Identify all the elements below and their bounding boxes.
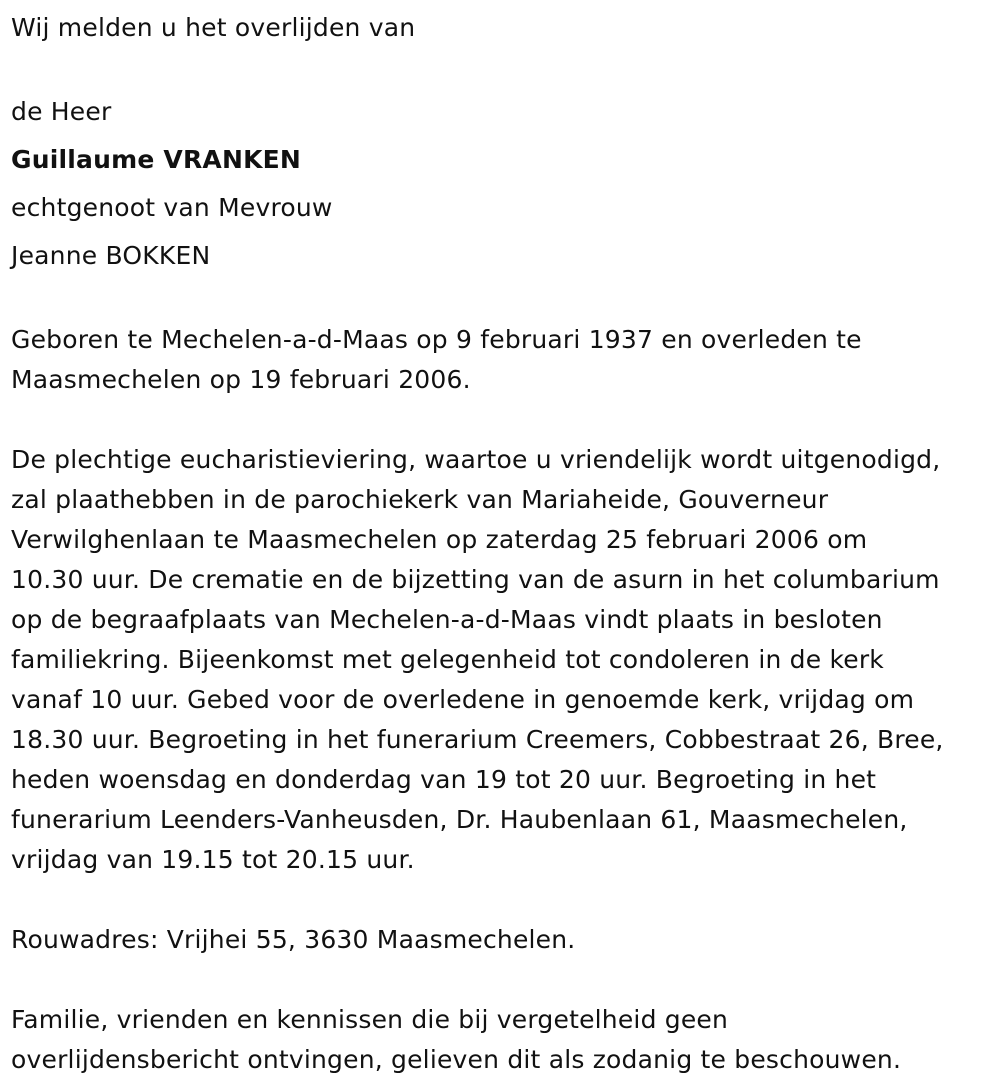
deceased-name: Guillaume VRANKEN	[11, 145, 302, 174]
paragraph-line: heden woensdag en donderdag van 19 tot 20 uur. Begroeting in het	[11, 765, 877, 794]
spacer	[11, 46, 991, 88]
ceremony-paragraph	[11, 440, 991, 880]
mourning-address: Rouwadres: Vrijhei 55, 3630 Maasmechelen.	[11, 925, 576, 954]
paragraph-line: vanaf 10 uur. Gebed voor de overledene in genoemde kerk, vrijdag om	[11, 685, 915, 714]
salutation: de Heer	[11, 97, 112, 126]
paragraph-line: Verwilghenlaan te Maasmechelen op zaterdag 25 februari 2006 om	[11, 525, 868, 554]
spouse-name: Jeanne BOKKEN	[11, 241, 211, 270]
spacer	[11, 960, 991, 1000]
paragraph-line: funerarium Leenders-Vanheusden, Dr. Haubenlaan 61, Maasmechelen,	[11, 805, 908, 834]
deceased-block	[11, 88, 991, 280]
closing-paragraph	[11, 1000, 991, 1080]
birth-death-paragraph	[11, 320, 991, 400]
paragraph-line: vrijdag van 19.15 tot 20.15 uur.	[11, 845, 415, 874]
intro-text: Wij melden u het overlijden van	[11, 13, 416, 42]
paragraph-line: 10.30 uur. De crematie en de bijzetting van de asurn in het columbarium	[11, 565, 940, 594]
paragraph-line: Geboren te Mechelen-a-d-Maas op 9 februari 1937 en overleden te	[11, 325, 862, 354]
paragraph-line: 18.30 uur. Begroeting in het funerarium Creemers, Cobbestraat 26, Bree,	[11, 725, 944, 754]
spouse-label: echtgenoot van Mevrouw	[11, 193, 333, 222]
paragraph-line: overlijdensbericht ontvingen, gelieven dit als zodanig te beschouwen.	[11, 1045, 902, 1074]
spacer	[11, 400, 991, 440]
paragraph-line: zal plaathebben in de parochiekerk van Mariaheide, Gouverneur	[11, 485, 829, 514]
spacer	[11, 280, 991, 320]
paragraph-line: Familie, vrienden en kennissen die bij vergetelheid geen	[11, 1005, 729, 1034]
spacer	[11, 880, 991, 920]
paragraph-line: Maasmechelen op 19 februari 2006.	[11, 365, 471, 394]
obituary-notice	[11, 8, 991, 1080]
paragraph-line: De plechtige eucharistieviering, waartoe u vriendelijk wordt uitgenodigd,	[11, 445, 941, 474]
paragraph-line: op de begraafplaats van Mechelen-a-d-Maas vindt plaats in besloten	[11, 605, 883, 634]
paragraph-line: familiekring. Bijeenkomst met gelegenheid tot condoleren in de kerk	[11, 645, 884, 674]
